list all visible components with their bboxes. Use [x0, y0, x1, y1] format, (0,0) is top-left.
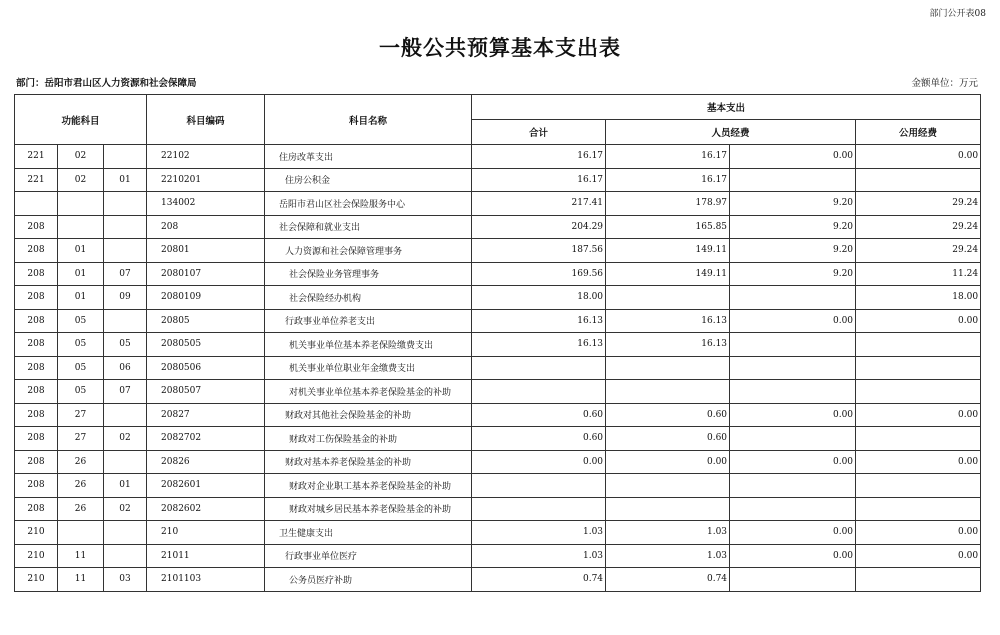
page-title: 一般公共预算基本支出表	[379, 36, 621, 60]
subject-name-cell: 财政对城乡居民基本养老保险基金的补助	[265, 497, 472, 521]
func-class-cell: 208	[15, 309, 58, 333]
personnel-public-cell	[730, 380, 856, 404]
table-row	[15, 544, 981, 568]
func-item-cell	[104, 239, 147, 263]
subject-code-cell: 21011	[147, 544, 265, 568]
func-class-cell: 208	[15, 286, 58, 310]
total-cell: 16.17	[472, 145, 606, 169]
subject-name-cell: 机关事业单位基本养老保险缴费支出	[265, 333, 472, 357]
personnel-cell: 1.03	[606, 544, 730, 568]
func-item-cell: 03	[104, 568, 147, 592]
func-item-cell	[104, 403, 147, 427]
personnel-cell: 0.60	[606, 403, 730, 427]
header-subject-code: 科目编码	[147, 95, 265, 145]
func-class-cell: 208	[15, 333, 58, 357]
func-section-cell: 11	[58, 568, 104, 592]
personnel-cell: 16.17	[606, 168, 730, 192]
public-expense-cell	[856, 474, 981, 498]
table-row	[15, 380, 981, 404]
subject-code-cell: 2082601	[147, 474, 265, 498]
subject-name-cell: 社会保险业务管理事务	[265, 262, 472, 286]
public-expense-cell	[856, 168, 981, 192]
header-func-subject: 功能科目	[15, 95, 147, 145]
func-class-cell: 210	[15, 544, 58, 568]
total-cell	[472, 356, 606, 380]
func-section-cell: 11	[58, 544, 104, 568]
table-row	[15, 356, 981, 380]
table-row	[15, 568, 981, 592]
personnel-public-cell: 0.00	[730, 544, 856, 568]
personnel-cell: 0.60	[606, 427, 730, 451]
header-public: 公用经费	[856, 120, 981, 145]
total-cell: 187.56	[472, 239, 606, 263]
personnel-cell	[606, 356, 730, 380]
table-row	[15, 168, 981, 192]
func-class-cell: 208	[15, 474, 58, 498]
budget-table	[14, 94, 981, 592]
func-section-cell: 05	[58, 309, 104, 333]
total-cell: 204.29	[472, 215, 606, 239]
subject-code-cell: 2080505	[147, 333, 265, 357]
func-item-cell: 02	[104, 427, 147, 451]
table-row	[15, 215, 981, 239]
func-section-cell: 01	[58, 286, 104, 310]
total-cell: 217.41	[472, 192, 606, 216]
func-item-cell	[104, 192, 147, 216]
func-section-cell: 01	[58, 239, 104, 263]
public-expense-cell: 0.00	[856, 403, 981, 427]
table-row	[15, 262, 981, 286]
personnel-public-cell: 9.20	[730, 215, 856, 239]
personnel-cell	[606, 380, 730, 404]
personnel-cell	[606, 474, 730, 498]
func-item-cell	[104, 145, 147, 169]
func-section-cell: 01	[58, 262, 104, 286]
public-expense-cell	[856, 356, 981, 380]
public-expense-cell	[856, 497, 981, 521]
table-row	[15, 333, 981, 357]
table-body	[15, 145, 981, 592]
func-item-cell	[104, 215, 147, 239]
func-class-cell: 208	[15, 239, 58, 263]
public-expense-cell: 0.00	[856, 544, 981, 568]
total-cell: 1.03	[472, 544, 606, 568]
func-section-cell: 05	[58, 356, 104, 380]
unit-label: 金额单位：万元	[911, 78, 978, 89]
personnel-cell: 16.17	[606, 145, 730, 169]
func-class-cell: 221	[15, 145, 58, 169]
subject-name-cell: 财政对基本养老保险基金的补助	[265, 450, 472, 474]
personnel-public-cell: 9.20	[730, 192, 856, 216]
func-item-cell	[104, 450, 147, 474]
subject-code-cell: 20826	[147, 450, 265, 474]
subject-code-cell: 2210201	[147, 168, 265, 192]
personnel-public-cell	[730, 286, 856, 310]
public-expense-cell: 29.24	[856, 192, 981, 216]
table-row	[15, 427, 981, 451]
personnel-public-cell: 0.00	[730, 309, 856, 333]
table-row	[15, 145, 981, 169]
total-cell: 169.56	[472, 262, 606, 286]
subject-name-cell: 行政事业单位医疗	[265, 544, 472, 568]
subject-code-cell: 2082602	[147, 497, 265, 521]
personnel-public-cell	[730, 427, 856, 451]
public-expense-cell: 29.24	[856, 215, 981, 239]
subject-name-cell: 财政对企业职工基本养老保险基金的补助	[265, 474, 472, 498]
func-class-cell: 208	[15, 403, 58, 427]
header-personnel: 人员经费	[606, 120, 856, 145]
func-item-cell	[104, 309, 147, 333]
table-row	[15, 450, 981, 474]
func-item-cell: 01	[104, 168, 147, 192]
func-item-cell: 07	[104, 380, 147, 404]
personnel-public-cell	[730, 568, 856, 592]
public-expense-cell: 0.00	[856, 521, 981, 545]
func-class-cell: 221	[15, 168, 58, 192]
personnel-cell: 0.74	[606, 568, 730, 592]
func-class-cell: 210	[15, 568, 58, 592]
func-section-cell	[58, 521, 104, 545]
func-class-cell: 208	[15, 427, 58, 451]
func-class-cell: 208	[15, 380, 58, 404]
func-item-cell: 09	[104, 286, 147, 310]
personnel-public-cell	[730, 356, 856, 380]
personnel-public-cell: 9.20	[730, 239, 856, 263]
func-class-cell: 208	[15, 262, 58, 286]
department-label: 部门：岳阳市君山区人力资源和社会保障局	[16, 78, 197, 89]
public-expense-cell	[856, 568, 981, 592]
personnel-cell: 149.11	[606, 262, 730, 286]
total-cell: 16.13	[472, 333, 606, 357]
func-class-cell: 208	[15, 497, 58, 521]
total-cell: 0.74	[472, 568, 606, 592]
subject-name-cell: 社会保险经办机构	[265, 286, 472, 310]
personnel-cell: 16.13	[606, 333, 730, 357]
func-section-cell: 26	[58, 474, 104, 498]
public-expense-cell: 29.24	[856, 239, 981, 263]
total-cell: 0.00	[472, 450, 606, 474]
personnel-public-cell: 0.00	[730, 403, 856, 427]
func-section-cell: 02	[58, 168, 104, 192]
subject-name-cell: 社会保障和就业支出	[265, 215, 472, 239]
personnel-public-cell	[730, 474, 856, 498]
func-section-cell: 05	[58, 333, 104, 357]
subject-name-cell: 公务员医疗补助	[265, 568, 472, 592]
personnel-cell	[606, 286, 730, 310]
total-cell	[472, 497, 606, 521]
subject-code-cell: 134002	[147, 192, 265, 216]
header-basic-expense: 基本支出	[472, 95, 981, 120]
func-item-cell: 01	[104, 474, 147, 498]
public-expense-cell: 0.00	[856, 450, 981, 474]
func-item-cell	[104, 521, 147, 545]
subject-code-cell: 210	[147, 521, 265, 545]
table-row	[15, 403, 981, 427]
func-section-cell: 26	[58, 497, 104, 521]
subject-code-cell: 20827	[147, 403, 265, 427]
func-item-cell: 06	[104, 356, 147, 380]
subject-code-cell: 208	[147, 215, 265, 239]
subject-name-cell: 住房公积金	[265, 168, 472, 192]
total-cell	[472, 474, 606, 498]
func-section-cell: 02	[58, 145, 104, 169]
total-cell: 0.60	[472, 403, 606, 427]
subject-code-cell: 2080507	[147, 380, 265, 404]
public-expense-cell	[856, 380, 981, 404]
subject-name-cell: 财政对工伤保险基金的补助	[265, 427, 472, 451]
public-expense-cell: 0.00	[856, 309, 981, 333]
func-class-cell: 210	[15, 521, 58, 545]
func-section-cell: 05	[58, 380, 104, 404]
func-section-cell: 27	[58, 403, 104, 427]
table-number-label: 部门公开表08	[929, 9, 986, 19]
func-item-cell: 02	[104, 497, 147, 521]
personnel-public-cell	[730, 333, 856, 357]
subject-name-cell: 财政对其他社会保险基金的补助	[265, 403, 472, 427]
subject-name-cell: 行政事业单位养老支出	[265, 309, 472, 333]
subject-code-cell: 20801	[147, 239, 265, 263]
personnel-public-cell	[730, 168, 856, 192]
subject-code-cell: 2101103	[147, 568, 265, 592]
subject-name-cell: 岳阳市君山区社会保险服务中心	[265, 192, 472, 216]
subject-code-cell: 2080506	[147, 356, 265, 380]
table-row	[15, 497, 981, 521]
table-row	[15, 474, 981, 498]
public-expense-cell: 18.00	[856, 286, 981, 310]
subject-code-cell: 2082702	[147, 427, 265, 451]
personnel-cell: 0.00	[606, 450, 730, 474]
table-row	[15, 286, 981, 310]
table-row	[15, 192, 981, 216]
table-row	[15, 309, 981, 333]
func-section-cell	[58, 215, 104, 239]
public-expense-cell: 0.00	[856, 145, 981, 169]
subject-name-cell: 卫生健康支出	[265, 521, 472, 545]
subject-name-cell: 住房改革支出	[265, 145, 472, 169]
func-class-cell	[15, 192, 58, 216]
func-section-cell: 27	[58, 427, 104, 451]
personnel-public-cell: 9.20	[730, 262, 856, 286]
subject-code-cell: 2080107	[147, 262, 265, 286]
total-cell: 16.17	[472, 168, 606, 192]
subject-code-cell: 20805	[147, 309, 265, 333]
personnel-public-cell: 0.00	[730, 521, 856, 545]
total-cell: 18.00	[472, 286, 606, 310]
total-cell: 1.03	[472, 521, 606, 545]
table-row	[15, 239, 981, 263]
func-item-cell: 07	[104, 262, 147, 286]
total-cell	[472, 380, 606, 404]
public-expense-cell	[856, 427, 981, 451]
personnel-cell: 149.11	[606, 239, 730, 263]
header-subject-name: 科目名称	[265, 95, 472, 145]
personnel-cell: 16.13	[606, 309, 730, 333]
subject-name-cell: 机关事业单位职业年金缴费支出	[265, 356, 472, 380]
func-class-cell: 208	[15, 450, 58, 474]
header-total: 合计	[472, 120, 606, 145]
public-expense-cell	[856, 333, 981, 357]
personnel-cell: 178.97	[606, 192, 730, 216]
subject-code-cell: 22102	[147, 145, 265, 169]
total-cell: 16.13	[472, 309, 606, 333]
func-item-cell	[104, 544, 147, 568]
personnel-cell: 165.85	[606, 215, 730, 239]
func-section-cell: 26	[58, 450, 104, 474]
public-expense-cell: 11.24	[856, 262, 981, 286]
subject-code-cell: 2080109	[147, 286, 265, 310]
personnel-public-cell: 0.00	[730, 450, 856, 474]
subject-name-cell: 对机关事业单位基本养老保险基金的补助	[265, 380, 472, 404]
func-class-cell: 208	[15, 215, 58, 239]
func-section-cell	[58, 192, 104, 216]
personnel-public-cell	[730, 497, 856, 521]
personnel-public-cell: 0.00	[730, 145, 856, 169]
total-cell: 0.60	[472, 427, 606, 451]
personnel-cell	[606, 497, 730, 521]
func-class-cell: 208	[15, 356, 58, 380]
personnel-cell: 1.03	[606, 521, 730, 545]
func-item-cell: 05	[104, 333, 147, 357]
table-row	[15, 521, 981, 545]
subject-name-cell: 人力资源和社会保障管理事务	[265, 239, 472, 263]
